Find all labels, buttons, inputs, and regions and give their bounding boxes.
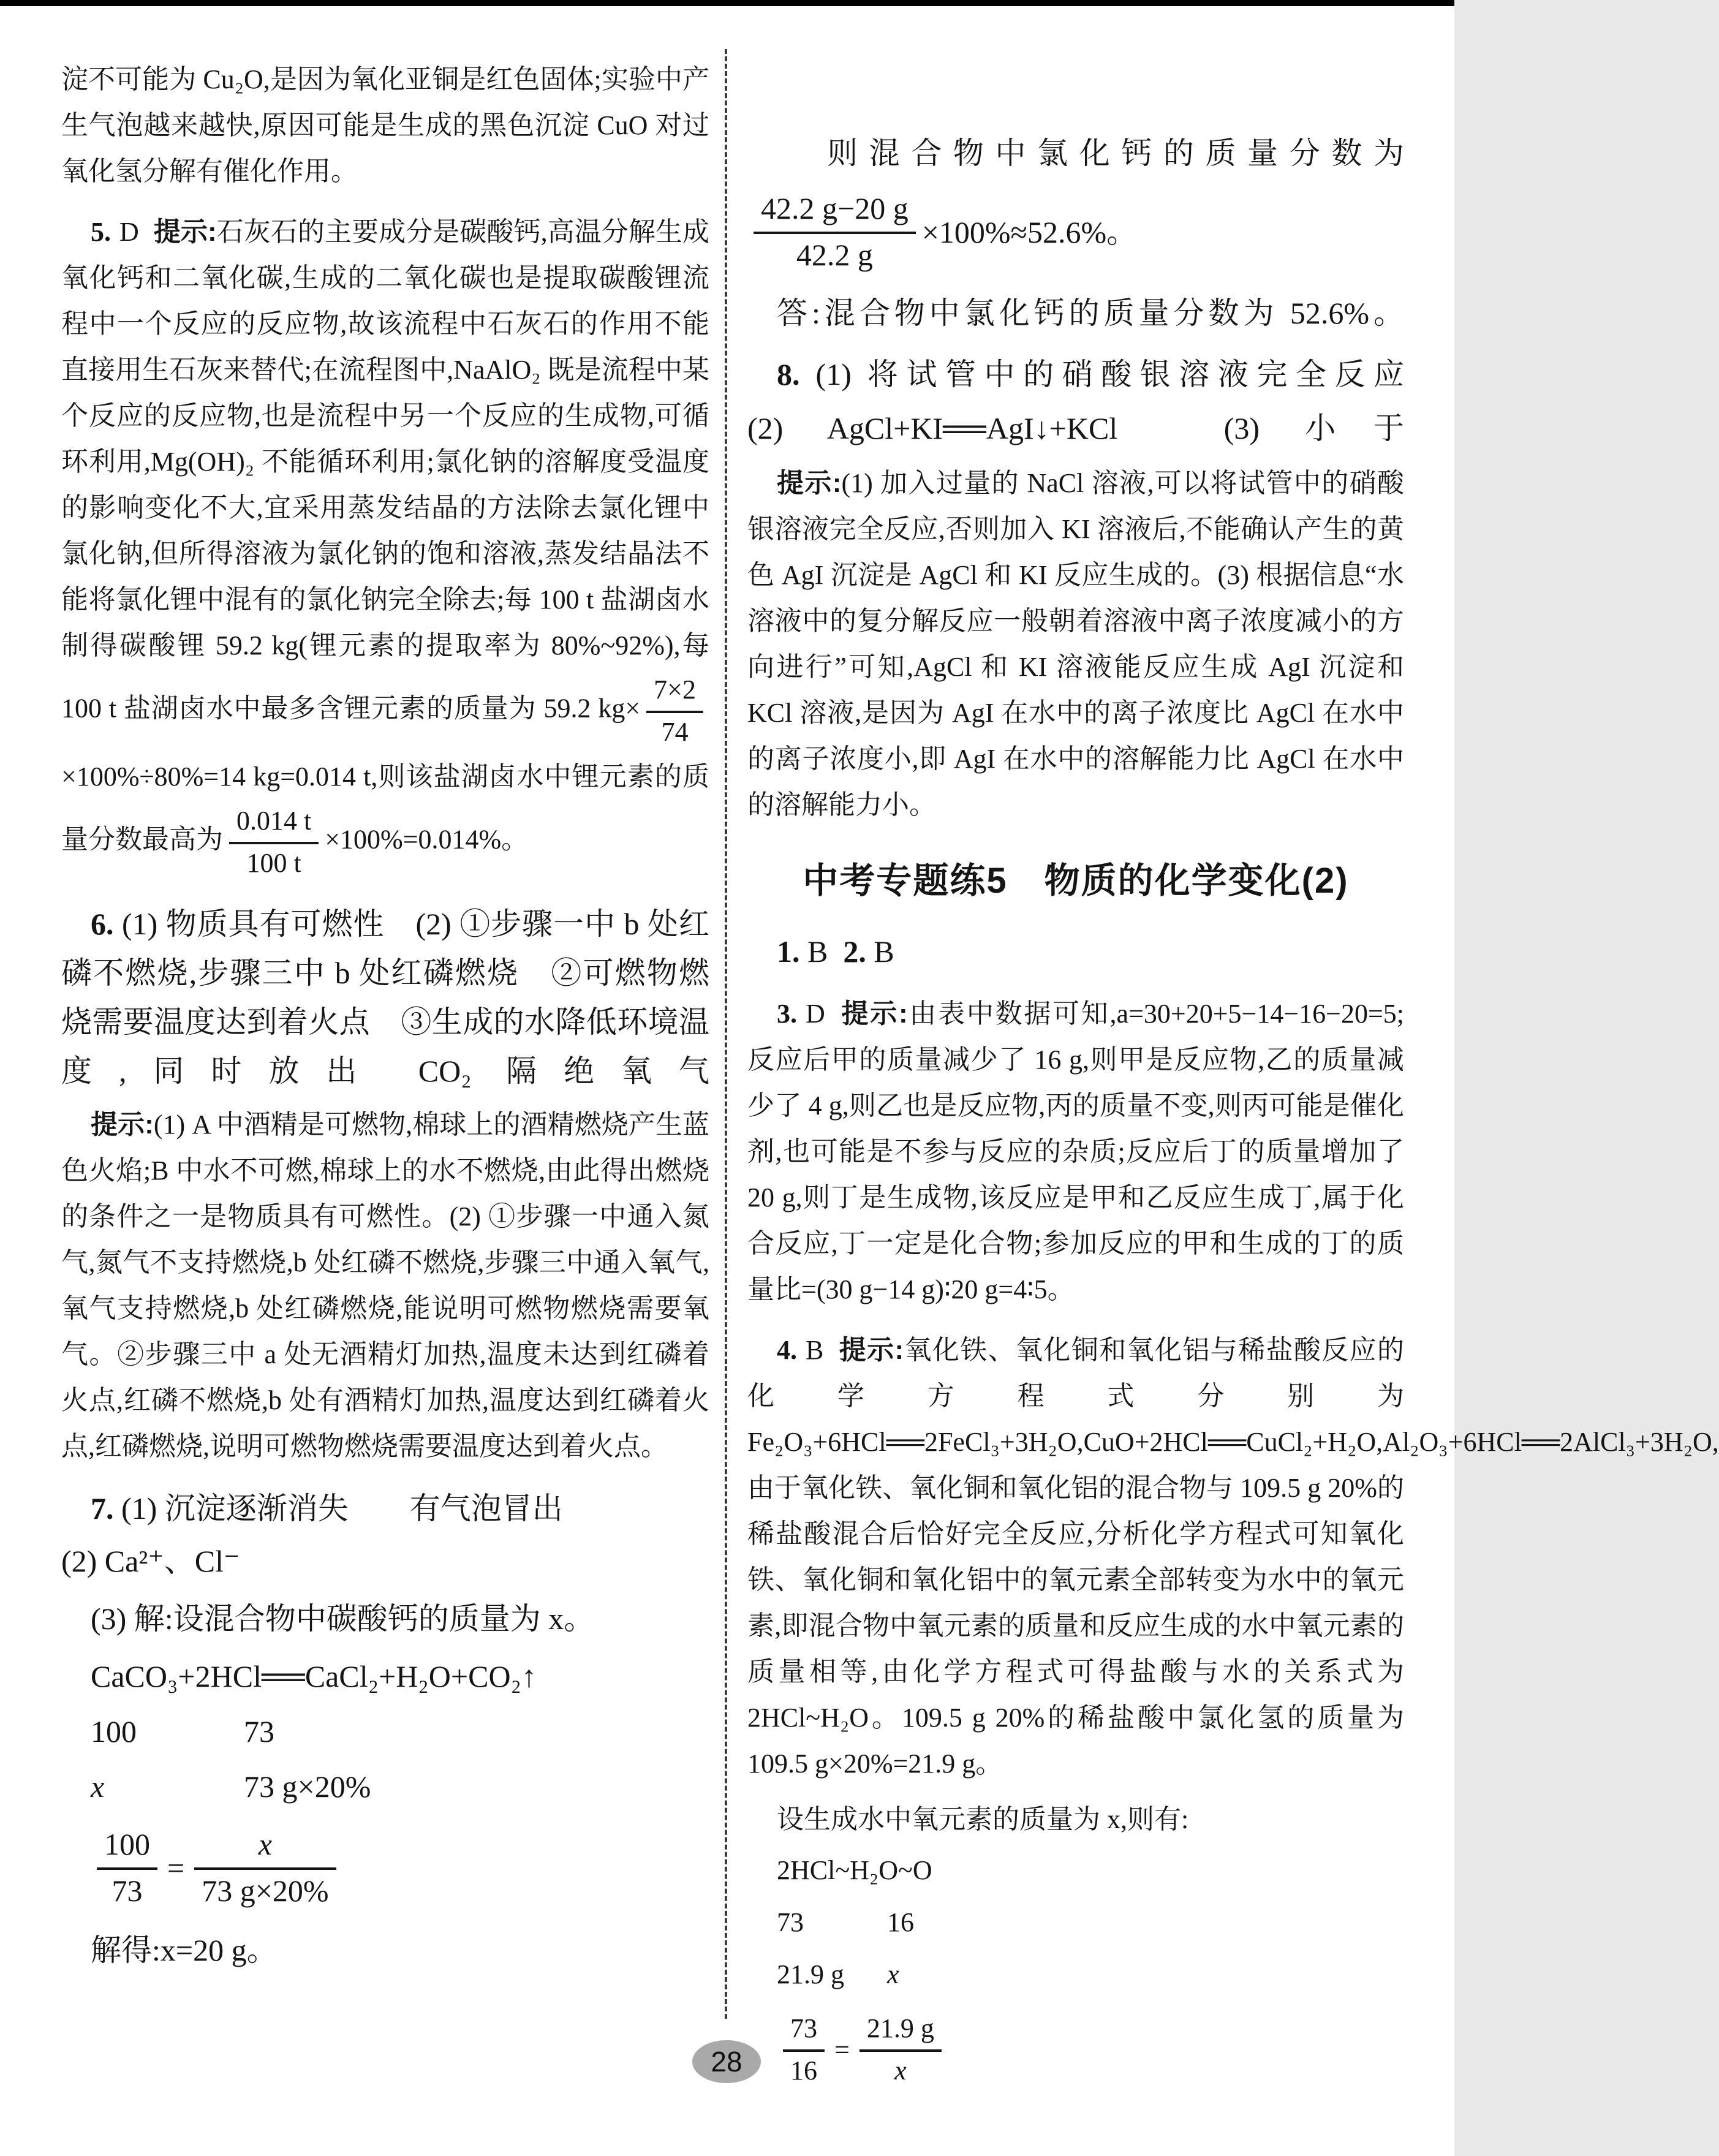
- item-1-number: 1.: [777, 934, 800, 969]
- fraction-numerator: 0.014 t: [229, 804, 319, 844]
- unknown-x: x: [91, 1769, 105, 1804]
- continued-paragraph: 淀不可能为 Cu₂O,是因为氧化亚铜是红色固体;实验中产生气泡越来越快,原因可能是生成的黑色沉淀 CuO 对过氧化氢分解有催化作用。: [61, 64, 709, 186]
- fraction-denominator: x: [894, 2055, 907, 2086]
- final-answer-sentence: 答:混合物中氯化钙的质量分数为 52.6%。: [777, 296, 1404, 330]
- column-divider-dashed: [725, 49, 727, 2019]
- fraction-numerator: 73: [783, 2012, 825, 2052]
- fraction-100-73: [97, 1826, 157, 1910]
- setup-statement: 设生成水中氧元素的质量为 x,则有:: [777, 1804, 1189, 1834]
- item-8-hint-paragraph: [747, 460, 1404, 828]
- item-3-number: 3.: [777, 999, 797, 1029]
- relation-expression: 2HCl~H₂O~O: [777, 1855, 932, 1885]
- items-1-2-answers: [747, 927, 1404, 976]
- fraction-numerator: 100: [97, 1826, 157, 1870]
- hint-label: 提示:: [153, 217, 217, 247]
- item-7-part-2: (2) Ca²⁺、Cl⁻: [61, 1544, 240, 1579]
- ratio-value: 21.9 g: [777, 1959, 844, 1989]
- ratio-value: 100: [91, 1714, 137, 1749]
- fraction-denominator: 74: [661, 716, 689, 747]
- fraction-73-16: [783, 2012, 825, 2087]
- equals-sign: =: [834, 2035, 850, 2065]
- item-8-hint-text: (1) 加入过量的 NaCl 溶液,可以将试管中的硝酸银溶液完全反应,否则加入 KI 溶液后,不能确认产生的黄色 AgI 沉淀是 AgCl 和 KI 反应生成的。(3) 根据信息“水溶液中的复分解反应一般朝着溶液中离子浓度减小的方向进行”可知,AgCl 和 KI 溶液能反应生成 AgI 沉淀和 KCl 溶液,是因为 AgI 在水中的离子浓度比 AgCl 在水中的离子浓度小,即 AgI 在水中的溶解能力比 AgCl 在水中的溶解能力小。: [747, 468, 1404, 820]
- item-6-answer: [61, 899, 709, 1095]
- fraction-numerator: x: [194, 1826, 336, 1870]
- fraction-numerator: 21.9 g: [860, 2012, 942, 2052]
- item-4-hint-paragraph: [747, 1327, 1719, 1787]
- fraction-denominator: 73 g×20%: [202, 1873, 329, 1908]
- item-3-answer-letter: D: [806, 999, 825, 1029]
- calculation-result: ×100%≈52.6%。: [921, 214, 1138, 249]
- ratio-value: 73: [777, 1907, 804, 1937]
- item-7-part-3-solution-intro: (3) 解:设混合物中碳酸钙的质量为 x。: [91, 1602, 595, 1636]
- fraction-422-20-422: [754, 190, 916, 274]
- item-3-hint-text: 由表中数据可知,a=30+20+5−14−16−20=5;反应后甲的质量减少了 16 g,则甲是反应物,乙的质量减少了 4 g,则乙也是反应物,丙的质量不变,则丙可能是催化剂,也可能是不参与反应的杂质;反应后丁的质量增加了 20 g,则丁是生成物,该反应是甲和乙反应生成丁,属于化合反应,丁一定是化合物;参加反应的甲和生成的丁的质量比=(30 g−14 g)∶20 g=4∶5。: [747, 999, 1404, 1304]
- item-4-answer-letter: B: [806, 1335, 824, 1365]
- fraction-219g-x: [860, 2012, 942, 2087]
- relation-ratio-row-1: [747, 1899, 1404, 1945]
- ratio-value: 16: [887, 1907, 914, 1937]
- fraction-7x2-74: [646, 673, 703, 749]
- item-6-hint-text: (1) A 中酒精是可燃物,棉球上的酒精燃烧产生蓝色火焰;B 中水不可燃,棉球上的水不燃烧,由此得出燃烧的条件之一是物质具有可燃性。(2) ①步骤一中通入氮气,氮气不支持燃烧,b 处红磷不燃烧,步骤三中通入氧气,氧气支持燃烧,b 处红磷燃烧,能说明可燃物燃烧需要氧气。②步骤三中 a 处无酒精灯加热,温度未达到红磷着火点,红磷不燃烧,b 处有酒精灯加热,温度达到红磷着火点,红磷燃烧,说明可燃物燃烧需要温度达到着火点。: [61, 1110, 709, 1462]
- page-number: 28: [711, 2046, 742, 2078]
- item-8-number: 8.: [777, 357, 800, 391]
- page-number-badge: [692, 2040, 761, 2083]
- item-6-number: 6.: [91, 907, 114, 942]
- item-2-answer-letter: B: [874, 934, 894, 969]
- fraction-numerator: 42.2 g−20 g: [754, 190, 916, 234]
- fraction-numerator: 7×2: [646, 673, 703, 713]
- hint-label: 提示:: [838, 1335, 904, 1365]
- right-column: [747, 56, 1719, 2092]
- mass-fraction-calculation: [747, 185, 1404, 279]
- item-7-number: 7.: [91, 1491, 114, 1526]
- relation-ratio-row-2: [747, 1951, 1404, 1997]
- fraction-denominator: 73: [111, 1873, 143, 1908]
- hint-label: 提示:: [91, 1110, 154, 1140]
- item-8-part-2-equation: (2) AgCl+KI══AgI↓+KCl (3) 小于: [747, 411, 1404, 445]
- mole-ratio-row-2: [61, 1762, 709, 1811]
- item-5-number: 5.: [91, 217, 111, 247]
- proportion-equation: [61, 1821, 709, 1915]
- item-4-hint-text: 氧化铁、氧化铜和氧化铝与稀盐酸反应的化学方程式分别为 Fe₂O₃+6HCl══2FeCl₃+3H₂O,CuO+2HCl══CuCl₂+H₂O,Al₂O₃+6HCl══2AlCl₃+3H₂O,由于氧化铁、氧化铜和氧化铝的混合物与 109.5 g 20%的稀盐酸混合后恰好完全反应,分析化学方程式可知氧化铁、氧化铜和氧化铝中的氧元素全部转变为水中的氧元素,即混合物中氧元素的质量和反应生成的水中氧元素的质量相等,由化学方程式可得盐酸与水的关系式为 2HCl~H₂O。109.5 g 20%的稀盐酸中氯化氢的质量为 109.5 g×20%=21.9 g。: [747, 1335, 1719, 1779]
- item-6-hint-paragraph: [61, 1102, 709, 1469]
- item-1-answer-letter: B: [807, 934, 828, 969]
- page-top-rule: [0, 0, 1454, 6]
- hint-label: 提示:: [777, 468, 842, 498]
- solution-continuation-line: 则混合物中氯化钙的质量分数为: [827, 136, 1404, 170]
- fraction-0014t-100t: [229, 804, 319, 880]
- item-5-hint-text-1: 石灰石的主要成分是碳酸钙,高温分解生成氧化钙和二氧化碳,生成的二氧化碳也是提取碳酸锂流程中一个反应的反应物,故该流程中石灰石的作用不能直接用生石灰来替代;在流程图中,NaAlO₂ 既是流程中某个反应的反应物,也是流程中另一个反应的生成物,可循环利用,Mg(OH)₂ 不能循环利用;氯化钠的溶解度受温度的影响变化不大,宜采用蒸发结晶的方法除去氯化锂中氯化钠,但所得溶液为氯化钠的饱和溶液,蒸发结晶法不能将氯化锂中混有的氯化钠完全除去;每 100 t 盐湖卤水制得碳酸锂 59.2 kg(锂元素的提取率为 80%~92%),每 100 t 盐湖卤水中最多含锂元素的质量为 59.2 kg×: [61, 217, 710, 724]
- item-5-hint-text-2: ×100%÷80%=14 kg=0.014 t,则该盐湖卤水中锂元素的质量分数最高为: [61, 762, 709, 855]
- fraction-denominator: 16: [790, 2055, 817, 2086]
- unknown-x: x: [887, 1959, 899, 1989]
- left-column: [61, 56, 709, 1975]
- item-5-hint-text-3: ×100%=0.014%。: [325, 824, 529, 855]
- ratio-value: 73 g×20%: [244, 1769, 371, 1804]
- ratio-value: 73: [244, 1714, 274, 1749]
- item-8-answer-line-1: [747, 350, 1404, 399]
- item-3-hint-paragraph: [747, 991, 1404, 1312]
- item-7-answer-line-1: [61, 1484, 709, 1533]
- item-5-hint-paragraph: [61, 209, 709, 885]
- item-4-number: 4.: [777, 1335, 797, 1365]
- hint-label: 提示:: [839, 999, 908, 1029]
- item-2-number: 2.: [843, 934, 866, 969]
- chemical-equation-caco3-hcl: CaCO₃+2HCl══CaCl₂+H₂O+CO₂↑: [91, 1659, 537, 1694]
- fraction-x-73g20: [194, 1826, 336, 1910]
- mole-ratio-row-1: [61, 1707, 709, 1756]
- fraction-denominator: 42.2 g: [796, 237, 873, 272]
- section-heading: 中考专题练5 物质的化学变化(2): [803, 861, 1349, 901]
- proportion-equation: [747, 2007, 1404, 2092]
- item-5-answer-letter: D: [119, 217, 139, 247]
- item-6-answer-text: (1) 物质具有可燃性 (2) ①步骤一中 b 处红磷不燃烧,步骤三中 b 处红磷燃烧 ②可燃物燃烧需要温度达到着火点 ③生成的水降低环境温度,同时放出 CO₂ 隔绝氧气: [61, 907, 709, 1089]
- item-8-part-1: (1) 将试管中的硝酸银溶液完全反应: [815, 357, 1404, 391]
- fraction-denominator: 100 t: [246, 847, 301, 878]
- solution-result: 解得:x=20 g。: [91, 1933, 278, 1968]
- equals-sign: =: [167, 1850, 185, 1885]
- item-7-part-1: (1) 沉淀逐渐消失 有气泡冒出: [121, 1491, 563, 1526]
